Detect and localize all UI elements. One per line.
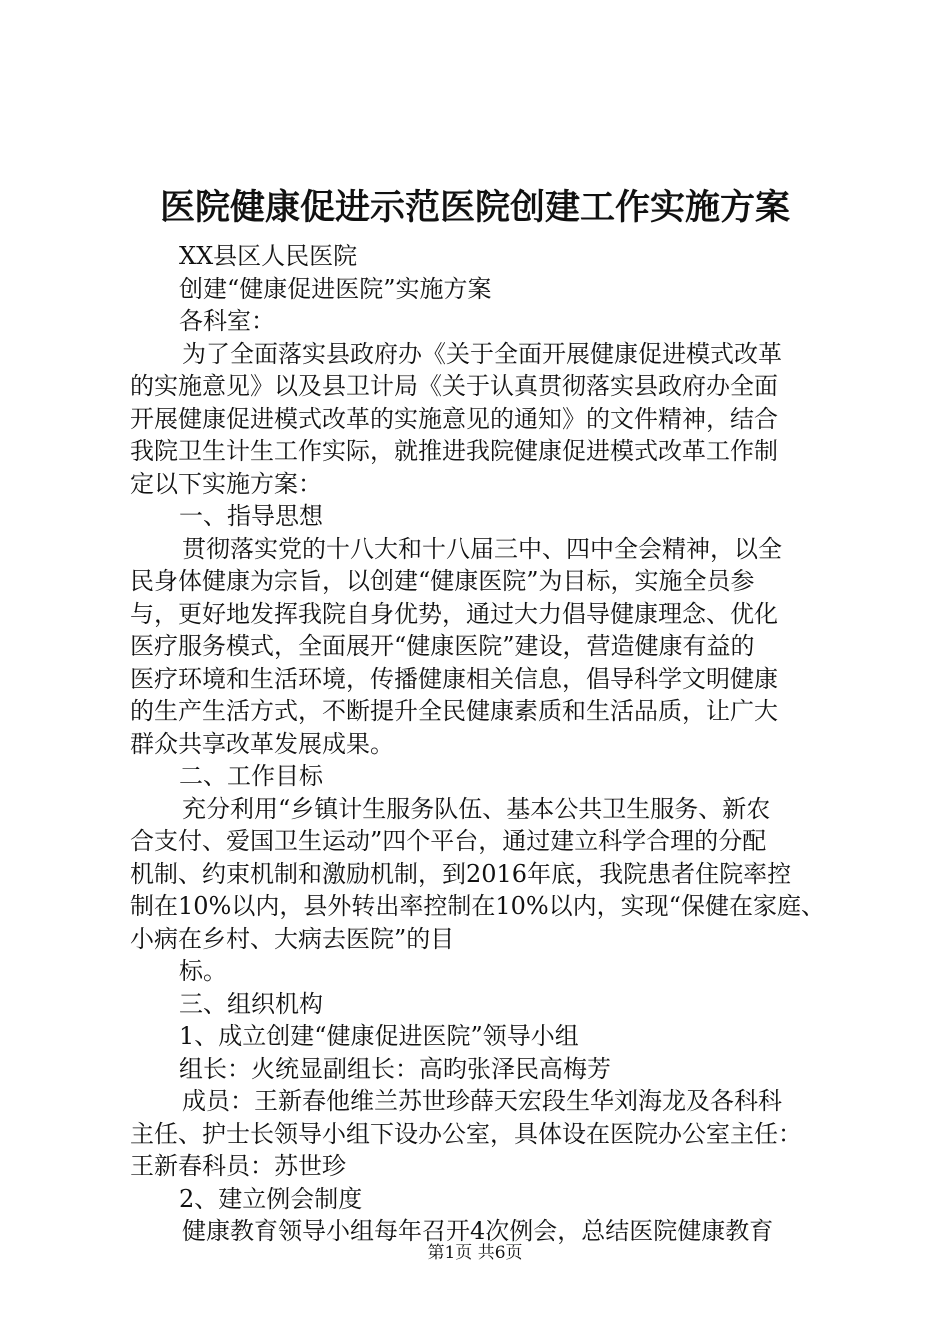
paragraph-line: 标。 xyxy=(179,957,227,985)
paragraph-line: 的实施意见》以及县卫计局《关于认真贯彻落实县政府办全面 xyxy=(130,372,778,400)
section-heading: 一、指导思想 xyxy=(179,502,323,530)
section-heading: 二、工作目标 xyxy=(179,762,323,790)
paragraph-line: 与，更好地发挥我院自身优势，通过大力倡导健康理念、优化 xyxy=(130,599,778,628)
section-heading: 三、组织机构 xyxy=(179,989,323,1018)
paragraph-line: 健康教育领导小组每年召开4次例会，总结医院健康教育 xyxy=(182,1217,774,1245)
paragraph-line: 充分利用“乡镇计生服务队伍、基本公共卫生服务、新农 xyxy=(182,794,771,823)
salutation-line: 各科室： xyxy=(179,307,275,335)
paragraph-line: 定以下实施方案： xyxy=(130,469,322,498)
paragraph-line: 我院卫生计生工作实际，就推进我院健康促进模式改革工作制 xyxy=(130,437,778,465)
paragraph-line: 医疗服务模式，全面展开“健康医院”建设，营造健康有益的 xyxy=(130,632,755,660)
paragraph-line: 主任、护士长领导小组下设办公室，具体设在医院办公室主任： xyxy=(130,1119,802,1148)
org-name-line: XX县区人民医院 xyxy=(179,242,358,270)
paragraph-line: 开展健康促进模式改革的实施意见的通知》的文件精神，结合 xyxy=(130,404,778,433)
paragraph-line: 组长：火统显副组长：高昀张泽民高梅芳 xyxy=(179,1054,611,1083)
paragraph-line: 合支付、爱国卫生运动”四个平台，通过建立科学合理的分配 xyxy=(130,827,767,855)
page-number-footer: 第1页 共6页 xyxy=(427,1243,523,1263)
paragraph-line: 医疗环境和生活环境，传播健康相关信息，倡导科学文明健康 xyxy=(130,664,778,693)
subsection-heading: 2、建立例会制度 xyxy=(179,1184,363,1213)
paragraph-line: 贯彻落实党的十八大和十八届三中、四中全会精神，以全 xyxy=(182,534,782,563)
paragraph-line: 王新春科员：苏世珍 xyxy=(130,1152,346,1180)
paragraph-line: 民身体健康为宗旨，以创建“健康医院”为目标，实施全员参 xyxy=(130,567,755,595)
plan-name-line: 创建“健康促进医院”实施方案 xyxy=(179,274,492,303)
subsection-heading: 1、成立创建“健康促进医院”领导小组 xyxy=(179,1022,579,1050)
document-body xyxy=(130,240,830,1248)
paragraph-line: 群众共享改革发展成果。 xyxy=(130,729,394,758)
paragraph-line: 成员：王新春他维兰苏世珍薛天宏段生华刘海龙及各科科 xyxy=(182,1087,782,1115)
paragraph-line: 的生产生活方式，不断提升全民健康素质和生活品质，让广大 xyxy=(130,697,778,725)
paragraph-line: 制在10%以内，县外转出率控制在10%以内，实现“保健在家庭、 xyxy=(130,892,825,920)
document-title: 医院健康促进示范医院创建工作实施方案 xyxy=(159,187,790,228)
paragraph-line: 小病在乡村、大病去医院”的目 xyxy=(130,924,455,953)
paragraph-line: 机制、约束机制和激励机制，到2016年底，我院患者住院率控 xyxy=(130,859,792,888)
paragraph-line: 为了全面落实县政府办《关于全面开展健康促进模式改革 xyxy=(182,339,782,368)
